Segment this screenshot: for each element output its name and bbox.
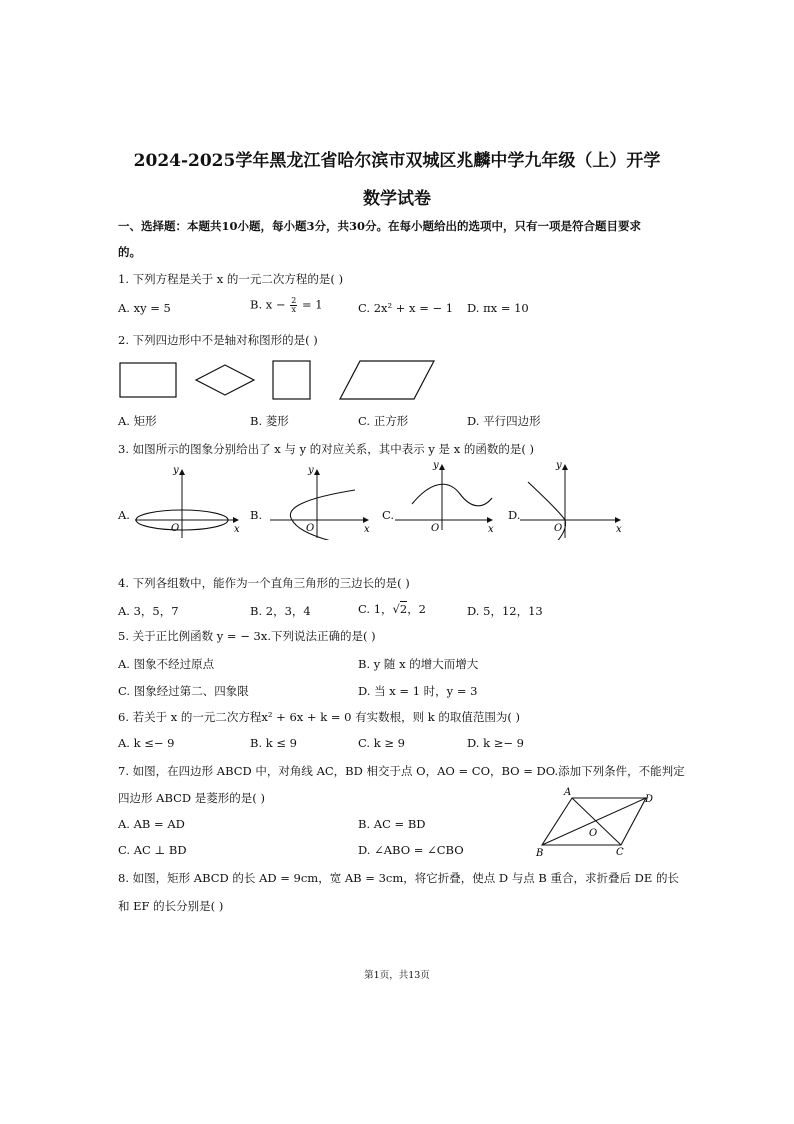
q7-label-b: B	[536, 848, 544, 859]
q1-option-b-frac-num: 2	[291, 296, 297, 305]
q2-option-d: D. 平行四边形	[467, 414, 541, 428]
q1-option-d: D. πx = 10	[467, 301, 529, 315]
q3-stem: 3. 如图所示的图象分别给出了 x 与 y 的对应关系，其中表示 y 是 x 的函数的是( )	[118, 442, 534, 456]
graph-d-y-label: y	[556, 460, 562, 471]
q5-stem: 5. 关于正比例函数 y = − 3x.下列说法正确的是( )	[118, 629, 376, 643]
graph-d-origin: O	[554, 523, 563, 534]
q4-option-c-suffix: ，2	[407, 602, 427, 616]
sqrt-icon: √	[392, 602, 400, 616]
q2-option-b: B. 菱形	[250, 414, 289, 428]
exam-title-line2: 数学试卷	[363, 189, 431, 209]
q6-option-d: D. k ≥− 9	[467, 736, 524, 750]
q7-option-d: D. ∠ABO = ∠CBO	[358, 843, 464, 857]
q5-option-d: D. 当 x = 1 时，y = 3	[358, 684, 478, 698]
q6-option-a: A. k ≤− 9	[118, 736, 175, 750]
q1-option-c: C. 2x² + x = − 1	[358, 301, 454, 315]
q7-option-c: C. AC ⊥ BD	[118, 843, 187, 857]
q6-option-b: B. k ≤ 9	[250, 736, 297, 750]
q6-stem: 6. 若关于 x 的一元二次方程x² + 6x + k = 0 有实数根，则 k 的取值范围为( )	[118, 710, 521, 724]
q1-option-b-fraction	[290, 297, 297, 314]
page-footer: 第1页，共13页	[364, 970, 430, 981]
q5-option-c: C. 图象经过第二、四象限	[118, 684, 249, 698]
q1-option-b-prefix: B. x −	[250, 297, 286, 312]
q4-option-c-radicand: 2	[399, 602, 408, 616]
graph-a-origin: O	[171, 523, 180, 534]
graph-c-origin: O	[431, 523, 440, 534]
q7-label-c: C	[616, 847, 624, 858]
q4-option-c-prefix: C. 1，	[358, 602, 393, 616]
graph-b-y-label: y	[308, 465, 314, 476]
graph-a-x-label: x	[234, 524, 240, 535]
q4-option-b: B. 2，3，4	[250, 604, 311, 618]
q1-option-b	[250, 297, 323, 314]
q1-option-b-suffix: = 1	[301, 297, 323, 312]
q2-stem: 2. 下列四边形中不是轴对称图形的是( )	[118, 333, 318, 347]
q3-option-a: A.	[118, 508, 130, 522]
q3-graphs	[130, 460, 630, 540]
q4-stem: 4. 下列各组数中，能作为一个直角三角形的三边长的是( )	[118, 576, 410, 590]
q5-option-b: B. y 随 x 的增大而增大	[358, 657, 479, 671]
graph-c-x-label: x	[488, 524, 494, 535]
q1-stem: 1. 下列方程是关于 x 的一元二次方程的是( )	[118, 272, 344, 286]
q5-option-a: A. 图象不经过原点	[118, 657, 215, 671]
q7-parallelogram-figure	[528, 785, 663, 860]
q3-option-c: C.	[382, 508, 395, 522]
rectangle-shape	[120, 363, 176, 397]
section-heading-line2: 的。	[118, 245, 141, 259]
q7-stem-line1: 7. 如图，在四边形 ABCD 中，对角线 AC，BD 相交于点 O，AO = CO，BO = DO.添加下列条件，不能判定	[118, 764, 685, 778]
graph-a-y-label: y	[173, 465, 179, 476]
q4-option-c	[358, 601, 426, 617]
parallelogram-shape	[340, 361, 434, 399]
q7-label-d: D	[645, 794, 654, 805]
q7-option-b: B. AC = BD	[358, 817, 426, 831]
q2-option-a: A. 矩形	[118, 414, 157, 428]
rhombus-shape	[196, 365, 254, 395]
q4-option-d: D. 5，12，13	[467, 604, 543, 618]
q2-option-c: C. 正方形	[358, 414, 409, 428]
graph-c	[395, 460, 494, 535]
graph-b-origin: O	[306, 523, 315, 534]
graph-b-x-label: x	[364, 524, 370, 535]
graph-d-x-label: x	[616, 524, 622, 535]
square-shape	[273, 361, 310, 399]
graph-a	[135, 465, 240, 538]
q8-stem-line1: 8. 如图，矩形 ABCD 的长 AD = 9cm，宽 AB = 3cm，将它折叠，使点 D 与点 B 重合，求折叠后 DE 的长	[118, 871, 679, 885]
exam-title-line1: 2024-2025学年黑龙江省哈尔滨市双城区兆麟中学九年级（上）开学	[133, 151, 661, 171]
q2-figures	[110, 355, 450, 405]
q7-label-o: O	[589, 828, 598, 839]
graph-d	[520, 460, 622, 540]
q3-option-d: D.	[508, 508, 521, 522]
graph-c-y-label: y	[433, 460, 439, 471]
q7-option-a: A. AB = AD	[118, 817, 185, 831]
graph-b	[270, 465, 370, 540]
section-heading-line1: 一、选择题：本题共10小题，每小题3分，共30分。在每小题给出的选项中，只有一项是符合题目要求	[118, 219, 642, 233]
q1-option-a: A. xy = 5	[118, 301, 171, 315]
q6-option-c: C. k ≥ 9	[358, 736, 405, 750]
q7-stem-line2: 四边形 ABCD 是菱形的是( )	[118, 791, 265, 805]
q1-option-b-frac-den: x	[291, 305, 296, 314]
q7-label-a: A	[564, 787, 572, 798]
q3-option-b: B.	[250, 508, 263, 522]
q8-stem-line2: 和 EF 的长分别是( )	[118, 899, 224, 913]
q4-option-a: A. 3，5，7	[118, 604, 179, 618]
